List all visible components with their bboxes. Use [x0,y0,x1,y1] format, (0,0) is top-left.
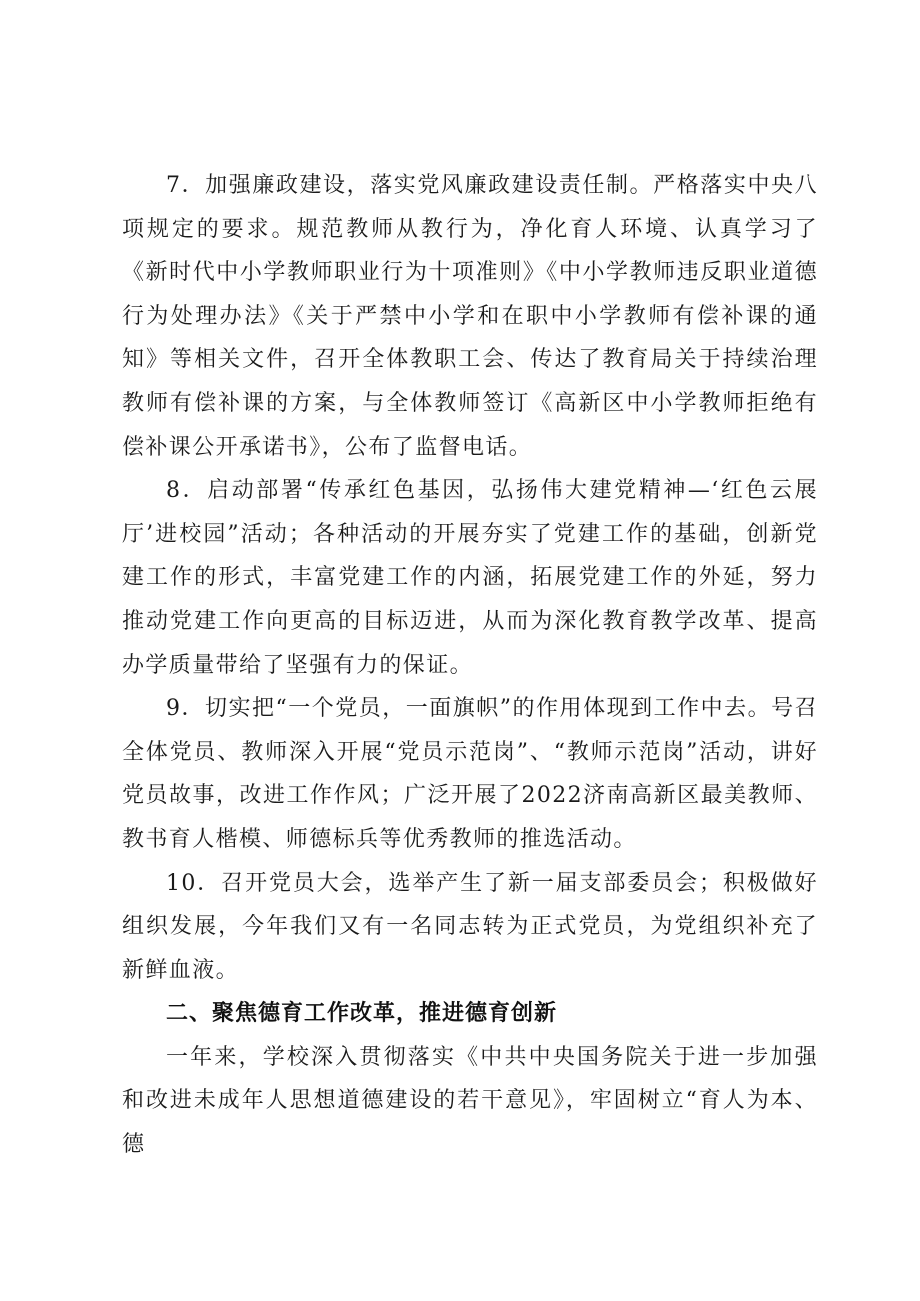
section-intro-paragraph: 一年来，学校深入贯彻落实《中共中央国务院关于进一步加强和改进未成年人思想道德建设的若干意见》，牢固树立“育人为本、德 [122,1044,818,1158]
document-body [122,164,818,1167]
paragraph-item-8: 8．启动部署“传承红色基因，弘扬伟大建党精神—‘红色云展厅’进校园”活动；各种活动的开展夯实了党建工作的基础，创新党建工作的形式，丰富党建工作的内涵，拓展党建工作的外延，努力推动党建工作向更高的目标迈进，从而为深化教育教学改革、提高办学质量带给了坚强有力的保证。 [122,478,818,678]
paragraph-item-7: 7．加强廉政建设，落实党风廉政建设责任制。严格落实中央八项规定的要求。规范教师从教行为，净化育人环境、认真学习了《新时代中小学教师职业行为十项准则》《中小学教师违反职业道德行为处理办法》《关于严禁中小学和在职中小学教师有偿补课的通知》等相关文件，召开全体教职工会、传达了教育局关于持续治理教师有偿补课的方案，与全体教师签订《高新区中小学教师拒绝有偿补课公开承诺书》，公布了监督电话。 [122,173,818,460]
paragraph-item-9: 9．切实把“一个党员，一面旗帜”的作用体现到工作中去。号召全体党员、教师深入开展“党员示范岗”、“教师示范岗”活动，讲好党员故事，改进工作作风；广泛开展了2022济南高新区最美教师、教书育人楷模、师德标兵等优秀教师的推选活动。 [122,696,818,852]
paragraph-item-10: 10．召开党员大会，选举产生了新一届支部委员会；积极做好组织发展，今年我们又有一名同志转为正式党员，为党组织补充了新鲜血液。 [122,870,818,983]
section-heading: 二、聚焦德育工作改革，推进德育创新 [166,1001,558,1027]
